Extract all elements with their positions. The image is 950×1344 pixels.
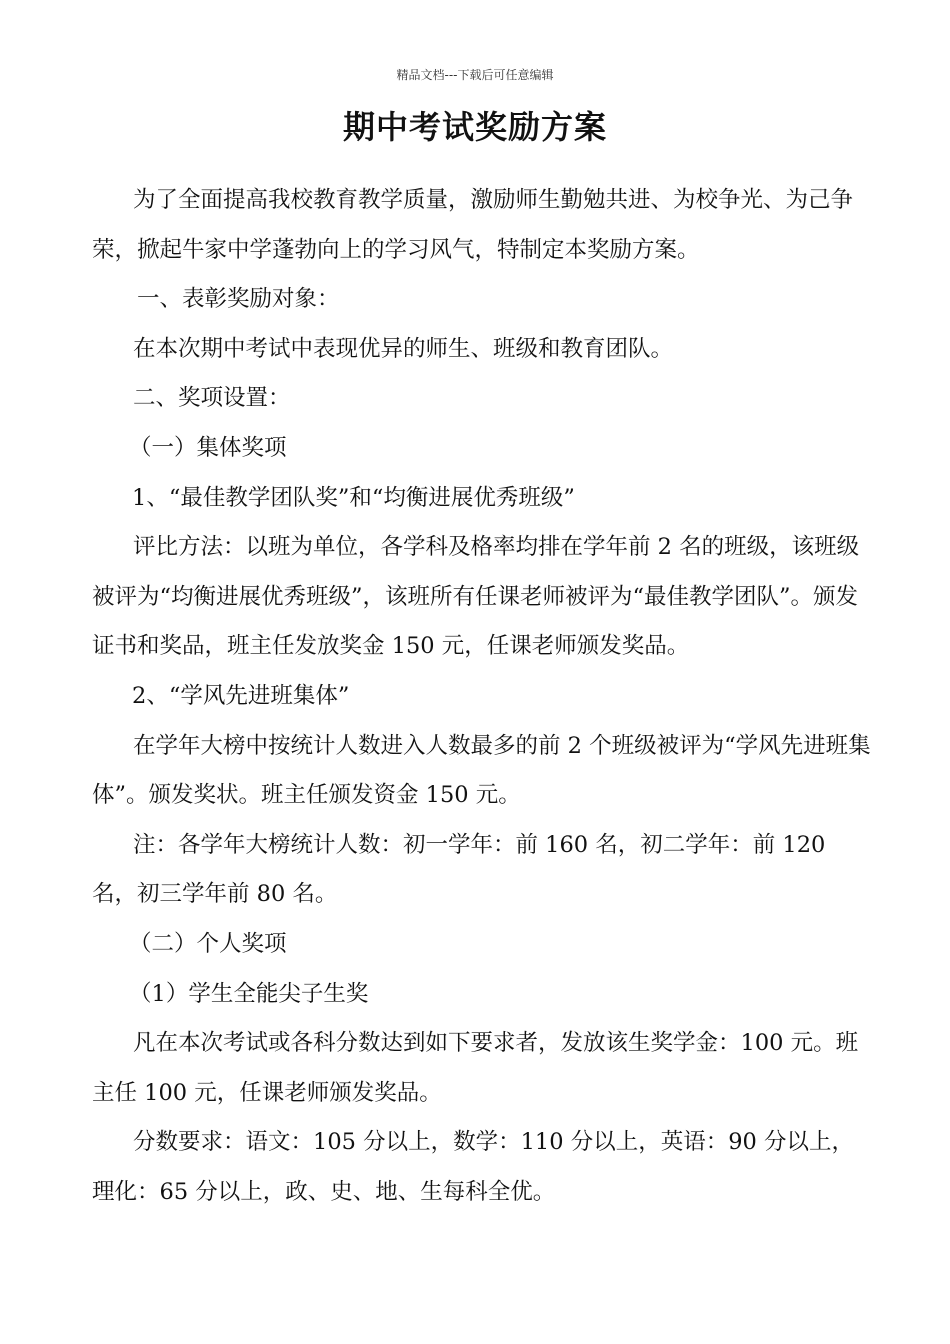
award1-body: 评比方法：以班为单位，各学科及格率均排在学年前 2 名的班级，该班级被评为“均衡进展优秀班级”，该班所有任课老师被评为“最佳教学团队”。颁发证书和奖品，班主任发放奖金 150 元，任课老师颁发奖品。	[92, 534, 860, 660]
note-paragraph: 注：各学年大榜统计人数：初一学年：前 160 名，初二学年：前 120 名，初三学年前 80 名。	[92, 831, 826, 908]
individual-award1-title: （1）学生全能尖子生奖	[129, 980, 369, 1007]
award1-title: 1、“最佳教学团队奖”和“均衡进展优秀班级”	[132, 484, 575, 511]
score-requirements: 分数要求：语文：105 分以上，数学：110 分以上，英语：90 分以上，理化：65 分以上，政、史、地、生每科全优。	[92, 1129, 854, 1205]
intro-paragraph: 为了全面提高我校教育教学质量，激励师生勤勉共进、为校争光、为己争荣，掀起牛家中学蓬勃向上的学习风气，特制定本奖励方案。	[92, 187, 854, 263]
individual-awards-heading: （二）个人奖项	[129, 930, 287, 957]
header-note: 精品文档---下载后可任意编辑	[396, 68, 554, 82]
section1-body: 在本次期中考试中表现优异的师生、班级和教育团队。	[133, 335, 674, 362]
award2-title: 2、“学风先进班集体”	[132, 682, 350, 709]
group-awards-heading: （一）集体奖项	[129, 434, 287, 461]
document-body	[92, 176, 872, 1217]
document-title: 期中考试奖励方案	[342, 108, 607, 146]
award2-body: 在学年大榜中按统计人数进入人数最多的前 2 个班级被评为“学风先进班集体”。颁发奖状。班主任颁发资金 150 元。	[92, 732, 871, 809]
individual-award1-body: 凡在本次考试或各科分数达到如下要求者，发放该生奖学金：100 元。班主任 100 元，任课老师颁发奖品。	[92, 1030, 859, 1106]
section1-heading: 一、表彰奖励对象：	[137, 286, 340, 313]
section2-heading: 二、奖项设置：	[133, 385, 291, 412]
